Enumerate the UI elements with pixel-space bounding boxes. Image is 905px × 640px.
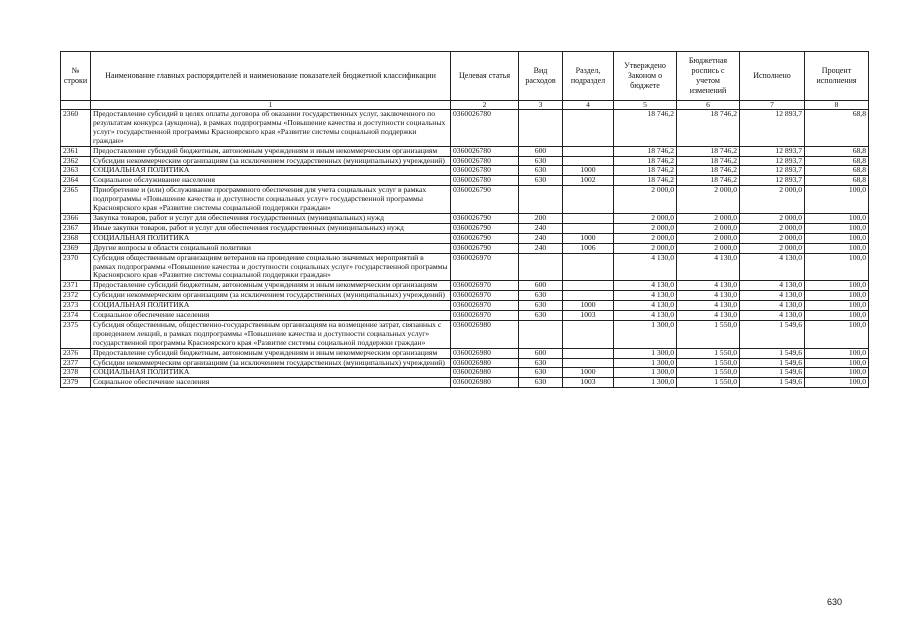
row-percent: 100,0 [805,368,869,378]
row-name: Субсидии некоммерческим организациям (за исключением государственных (муниципальных) учреждений) [91,156,451,166]
header-name: Наименование главных распорядителей и наименование показателей бюджетной классификации [91,52,451,101]
row-approved: 2 000,0 [614,243,677,253]
row-section [563,253,614,281]
row-target-item: 0360026780 [451,110,519,147]
row-approved: 18 746,2 [614,176,677,186]
row-name: Социальное обеспечение населения [91,311,451,321]
row-number: 2364 [61,176,91,186]
row-number: 2375 [61,320,91,348]
header-row-number: № строки [61,52,91,101]
row-name: Субсидии некоммерческим организациям (за исключением государственных (муниципальных) учреждений) [91,291,451,301]
table-row [61,156,869,166]
row-section [563,156,614,166]
row-target-item: 0360026980 [451,348,519,358]
row-executed: 12 893,7 [740,156,805,166]
header-budget-list: Бюджетная роспись с учетом изменений [677,52,740,101]
row-target-item: 0360026780 [451,166,519,176]
row-section [563,358,614,368]
row-target-item: 0360026970 [451,253,519,281]
row-executed: 4 130,0 [740,291,805,301]
row-percent: 100,0 [805,186,869,214]
column-number-row [61,101,869,110]
row-budget-list: 1 550,0 [677,378,740,388]
header-section: Раздел, подраздел [563,52,614,101]
table-row [61,368,869,378]
row-number: 2365 [61,186,91,214]
row-approved: 18 746,2 [614,166,677,176]
row-number: 2369 [61,243,91,253]
row-expense-type: 240 [519,223,563,233]
column-number: 8 [805,101,869,110]
row-number: 2368 [61,233,91,243]
row-executed: 4 130,0 [740,311,805,321]
row-number: 2371 [61,281,91,291]
row-target-item: 0360026790 [451,243,519,253]
row-executed: 1 549,6 [740,378,805,388]
row-expense-type: 630 [519,156,563,166]
row-section: 1002 [563,176,614,186]
row-expense-type: 630 [519,166,563,176]
row-executed: 1 549,6 [740,368,805,378]
row-number: 2374 [61,311,91,321]
row-percent: 68,8 [805,176,869,186]
row-percent: 68,8 [805,146,869,156]
column-number: 4 [563,101,614,110]
row-target-item: 0360026790 [451,233,519,243]
row-section [563,223,614,233]
header-expense-type: Вид расходов [519,52,563,101]
row-name: Приобретение и (или) обслуживание программного обеспечения для учета социальных услуг в рамках подпрограммы «Повышение качества и доступности социальных услуг» государственной программы Красноярского края «Развитие системы социальной поддержки граждан» [91,186,451,214]
column-number: 6 [677,101,740,110]
row-expense-type: 630 [519,291,563,301]
row-budget-list: 18 746,2 [677,176,740,186]
table-row [61,320,869,348]
table-row [61,176,869,186]
row-expense-type: 630 [519,358,563,368]
row-executed: 1 549,6 [740,358,805,368]
row-approved: 4 130,0 [614,253,677,281]
table-row [61,110,869,147]
row-budget-list: 2 000,0 [677,213,740,223]
row-percent: 68,8 [805,166,869,176]
row-section [563,281,614,291]
row-number: 2379 [61,378,91,388]
row-section: 1000 [563,368,614,378]
row-expense-type: 600 [519,281,563,291]
row-percent: 100,0 [805,311,869,321]
row-approved: 2 000,0 [614,233,677,243]
row-target-item: 0360026790 [451,213,519,223]
row-number: 2372 [61,291,91,301]
row-budget-list: 1 550,0 [677,358,740,368]
row-budget-list: 4 130,0 [677,291,740,301]
row-percent: 100,0 [805,253,869,281]
row-section: 1003 [563,378,614,388]
row-approved: 4 130,0 [614,291,677,301]
row-target-item: 0360026780 [451,176,519,186]
row-executed: 4 130,0 [740,253,805,281]
row-name: СОЦИАЛЬНАЯ ПОЛИТИКА [91,166,451,176]
row-approved: 2 000,0 [614,186,677,214]
row-expense-type [519,186,563,214]
row-approved: 18 746,2 [614,146,677,156]
row-percent: 100,0 [805,358,869,368]
row-percent: 68,8 [805,156,869,166]
row-section [563,146,614,156]
row-section: 1006 [563,243,614,253]
row-section: 1003 [563,311,614,321]
row-percent: 100,0 [805,213,869,223]
row-budget-list: 2 000,0 [677,186,740,214]
row-expense-type: 200 [519,213,563,223]
table-body [61,110,869,388]
row-number: 2377 [61,358,91,368]
row-budget-list: 18 746,2 [677,110,740,147]
row-executed: 2 000,0 [740,233,805,243]
row-approved: 2 000,0 [614,213,677,223]
row-approved: 1 300,0 [614,320,677,348]
row-section [563,291,614,301]
row-expense-type [519,110,563,147]
row-executed: 4 130,0 [740,301,805,311]
row-name: Субсидия общественным, общественно-государственным организациям на возмещение затрат, связанных с проведением лекций, в рамках подпрограммы «Повышение качества и доступности социальных услуг» государственной программы Красноярского края «Развитие системы социальной поддержки граждан» [91,320,451,348]
row-section [563,186,614,214]
row-budget-list: 18 746,2 [677,166,740,176]
row-number: 2366 [61,213,91,223]
row-budget-list: 4 130,0 [677,311,740,321]
table-row [61,186,869,214]
column-number: 3 [519,101,563,110]
row-name: Субсидии некоммерческим организациям (за исключением государственных (муниципальных) учреждений) [91,358,451,368]
row-executed: 12 893,7 [740,176,805,186]
row-budget-list: 1 550,0 [677,320,740,348]
row-number: 2376 [61,348,91,358]
row-executed: 1 549,6 [740,320,805,348]
row-approved: 4 130,0 [614,281,677,291]
row-executed: 12 893,7 [740,110,805,147]
column-number: 2 [451,101,519,110]
row-number: 2373 [61,301,91,311]
row-approved: 1 300,0 [614,358,677,368]
column-number: 1 [91,101,451,110]
column-number [61,101,91,110]
table-row [61,378,869,388]
row-target-item: 0360026970 [451,301,519,311]
row-percent: 100,0 [805,281,869,291]
row-section [563,110,614,147]
row-number: 2370 [61,253,91,281]
row-approved: 1 300,0 [614,348,677,358]
row-budget-list: 4 130,0 [677,253,740,281]
table-row [61,213,869,223]
row-name: Социальное обеспечение населения [91,378,451,388]
row-approved: 4 130,0 [614,301,677,311]
table-row [61,281,869,291]
row-section: 1000 [563,301,614,311]
row-budget-list: 2 000,0 [677,233,740,243]
table-row [61,166,869,176]
row-section [563,348,614,358]
row-expense-type [519,320,563,348]
row-executed: 2 000,0 [740,223,805,233]
row-percent: 100,0 [805,320,869,348]
row-executed: 12 893,7 [740,166,805,176]
row-target-item: 0360026970 [451,291,519,301]
row-target-item: 0360026780 [451,146,519,156]
row-name: Иные закупки товаров, работ и услуг для обеспечения государственных (муниципальных) нужд [91,223,451,233]
row-executed: 2 000,0 [740,243,805,253]
header-target-item: Целевая статья [451,52,519,101]
row-budget-list: 18 746,2 [677,156,740,166]
row-name: Предоставление субсидий в целях оплаты договора об оказании государственных услуг, заключенного по результатам конкурса (аукциона), в рамках подпрограммы «Повышение качества и доступности социальных услуг» государственной программы Красноярского края «Развитие системы социальной поддержки граждан» [91,110,451,147]
row-executed: 2 000,0 [740,213,805,223]
row-executed: 2 000,0 [740,186,805,214]
row-name: СОЦИАЛЬНАЯ ПОЛИТИКА [91,233,451,243]
header-row [61,52,869,101]
row-percent: 100,0 [805,223,869,233]
table-row [61,243,869,253]
row-name: Предоставление субсидий бюджетным, автономным учреждениям и иным некоммерческим организациям [91,348,451,358]
row-expense-type: 630 [519,176,563,186]
row-expense-type: 240 [519,233,563,243]
column-number: 7 [740,101,805,110]
row-percent: 100,0 [805,243,869,253]
row-section: 1000 [563,166,614,176]
row-target-item: 0360026790 [451,223,519,233]
row-target-item: 0360026980 [451,368,519,378]
row-name: Предоставление субсидий бюджетным, автономным учреждениям и иным некоммерческим организациям [91,146,451,156]
row-budget-list: 2 000,0 [677,223,740,233]
row-number: 2363 [61,166,91,176]
row-executed: 1 549,6 [740,348,805,358]
row-percent: 100,0 [805,291,869,301]
row-target-item: 0360026970 [451,281,519,291]
row-expense-type: 600 [519,146,563,156]
row-budget-list: 2 000,0 [677,243,740,253]
column-number: 5 [614,101,677,110]
row-expense-type: 240 [519,243,563,253]
table-row [61,348,869,358]
row-name: Социальное обслуживание населения [91,176,451,186]
row-budget-list: 4 130,0 [677,281,740,291]
row-percent: 100,0 [805,348,869,358]
row-number: 2362 [61,156,91,166]
row-section [563,213,614,223]
row-approved: 2 000,0 [614,223,677,233]
row-target-item: 0360026980 [451,320,519,348]
row-approved: 18 746,2 [614,110,677,147]
row-approved: 4 130,0 [614,311,677,321]
row-section: 1000 [563,233,614,243]
row-name: Предоставление субсидий бюджетным, автономным учреждениям и иным некоммерческим организациям [91,281,451,291]
row-budget-list: 1 550,0 [677,348,740,358]
row-name: СОЦИАЛЬНАЯ ПОЛИТИКА [91,301,451,311]
row-percent: 68,8 [805,110,869,147]
row-name: СОЦИАЛЬНАЯ ПОЛИТИКА [91,368,451,378]
row-expense-type [519,253,563,281]
row-target-item: 0360026980 [451,358,519,368]
budget-table [60,51,869,388]
row-number: 2378 [61,368,91,378]
row-name: Субсидия общественным организациям ветеранов на проведение социально значимых мероприятий в рамках подпрограммы «Повышение качества и доступности социальных услуг» государственной программы Красноярского края «Развитие системы социальной поддержки граждан» [91,253,451,281]
table-row [61,253,869,281]
row-expense-type: 630 [519,368,563,378]
row-percent: 100,0 [805,301,869,311]
row-section [563,320,614,348]
table-row [61,301,869,311]
row-budget-list: 18 746,2 [677,146,740,156]
row-percent: 100,0 [805,233,869,243]
row-expense-type: 630 [519,378,563,388]
table-row [61,233,869,243]
row-approved: 1 300,0 [614,378,677,388]
table-row [61,146,869,156]
header-approved: Утверждено Законом о бюджете [614,52,677,101]
row-budget-list: 1 550,0 [677,368,740,378]
row-approved: 18 746,2 [614,156,677,166]
table-row [61,291,869,301]
header-percent: Процент исполнения [805,52,869,101]
row-expense-type: 630 [519,311,563,321]
row-executed: 12 893,7 [740,146,805,156]
row-target-item: 0360026970 [451,311,519,321]
row-expense-type: 630 [519,301,563,311]
row-name: Закупка товаров, работ и услуг для обеспечения государственных (муниципальных) нужд [91,213,451,223]
row-number: 2361 [61,146,91,156]
row-number: 2367 [61,223,91,233]
row-number: 2360 [61,110,91,147]
row-approved: 1 300,0 [614,368,677,378]
table-row [61,311,869,321]
row-target-item: 0360026980 [451,378,519,388]
row-percent: 100,0 [805,378,869,388]
row-budget-list: 4 130,0 [677,301,740,311]
row-target-item: 0360026790 [451,186,519,214]
row-name: Другие вопросы в области социальной политики [91,243,451,253]
row-expense-type: 600 [519,348,563,358]
table-row [61,358,869,368]
table-row [61,223,869,233]
row-target-item: 0360026780 [451,156,519,166]
row-executed: 4 130,0 [740,281,805,291]
header-executed: Исполнено [740,52,805,101]
page-number: 630 [827,597,843,607]
